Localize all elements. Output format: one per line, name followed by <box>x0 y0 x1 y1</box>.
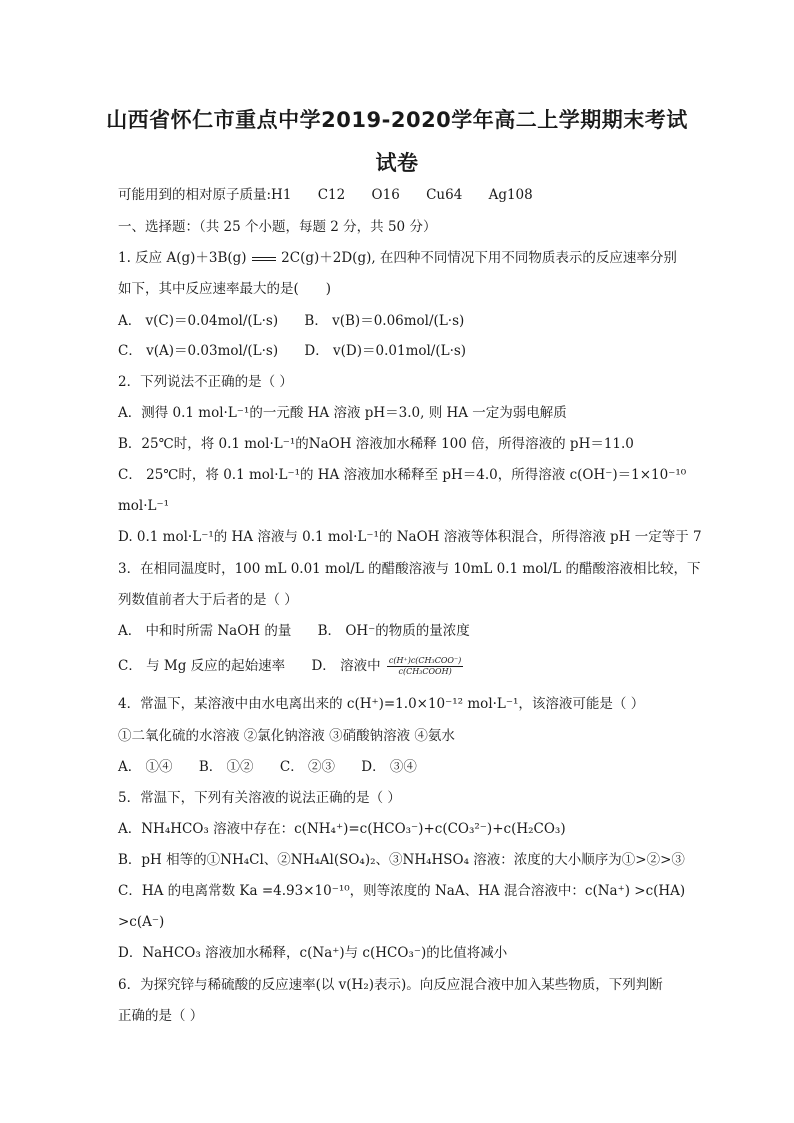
q3-options-cd <box>118 656 463 677</box>
q1-option-b: B． v(B)＝0.06mol/(L·s) <box>304 313 465 329</box>
q3-option-d-prefix: D． 溶液中 <box>311 658 381 674</box>
q4-stem: 4．常温下，某溶液中由水电离出来的 c(H⁺)=1.0×10⁻¹² mol·L⁻¹，该溶液可能是（ ） <box>118 696 645 712</box>
q2-option-a: A．测得 0.1 mol·L⁻¹的一元酸 HA 溶液 pH＝3.0, 则 HA 一定为弱电解质 <box>118 405 567 421</box>
q5-stem: 5．常温下，下列有关溶液的说法正确的是（ ） <box>118 790 401 806</box>
q4-option-a: A． ①④ <box>118 759 173 775</box>
q3-stem-line1: 3．在相同温度时，100 mL 0.01 mol/L 的醋酸溶液与 10mL 0.1 mol/L 的醋酸溶液相比较，下 <box>118 561 701 577</box>
q5-option-c-line2: >c(A⁻) <box>118 914 165 930</box>
q5-option-b: B．pH 相等的①NH₄Cl、②NH₄Al(SO₄)₂、③NH₄HSO₄ 溶液：浓度的大小顺序为①>②>③ <box>118 852 685 868</box>
q4-options <box>118 758 417 776</box>
exam-title-line2: 试卷 <box>375 151 419 175</box>
q3-options-ab <box>118 622 470 640</box>
q1-option-c: C． v(A)＝0.03mol/(L·s) <box>118 343 279 359</box>
q1-option-d: D． v(D)＝0.01mol/(L·s) <box>304 343 467 359</box>
q1-option-a: A． v(C)＝0.04mol/(L·s) <box>118 313 279 329</box>
q2-option-d: D. 0.1 mol·L⁻¹的 HA 溶液与 0.1 mol·L⁻¹的 NaOH 溶液等体积混合，所得溶液 pH 一定等于 7 <box>118 529 702 545</box>
exam-title-line1: 山西省怀仁市重点中学2019-2020学年高二上学期期末考试 <box>106 108 688 132</box>
atomic-mass-ag: Ag108 <box>488 187 533 203</box>
q2-stem: 2．下列说法不正确的是（ ） <box>118 374 293 390</box>
q6-stem-line2: 正确的是（ ） <box>118 1008 204 1024</box>
q5-option-c-line1: C．HA 的电离常数 Ka =4.93×10⁻¹⁰，则等浓度的 NaA、HA 混合溶液中：c(Na⁺) >c(HA) <box>118 883 686 899</box>
q1-options-cd <box>118 342 466 360</box>
atomic-mass-o: O16 <box>371 187 400 203</box>
q2-option-c-line2: mol·L⁻¹ <box>118 498 170 514</box>
q4-items: ①二氧化硫的水溶液 ②氯化钠溶液 ③硝酸钠溶液 ④氨水 <box>118 728 455 744</box>
section-heading: 一、选择题：（共 25 个小题，每题 2 分，共 50 分） <box>118 219 437 235</box>
q3-option-c: C． 与 Mg 反应的起始速率 <box>118 658 286 674</box>
q1-stem-part1: 1. 反应 A(g)＋3B(g) <box>118 250 247 266</box>
q4-option-b: B． ①② <box>198 759 254 775</box>
q5-option-d: D．NaHCO₃ 溶液加水稀释，c(Na⁺)与 c(HCO₃⁻)的比值将减小 <box>118 945 508 961</box>
q3-stem-line2: 列数值前者大于后者的是（ ） <box>118 592 298 608</box>
q1-stem-line1 <box>118 249 677 267</box>
q1-options-ab <box>118 312 464 330</box>
fraction-numerator: c(H⁺)c(CH₃COO⁻) <box>388 656 462 665</box>
equilibrium-arrow-icon <box>251 255 277 263</box>
q4-option-c: C． ②③ <box>279 759 335 775</box>
q5-option-a: A．NH₄HCO₃ 溶液中存在：c(NH₄⁺)=c(HCO₃⁻)+c(CO₃²⁻)+c(H₂CO₃) <box>118 821 566 837</box>
fraction-denominator: c(CH₃COOH) <box>398 667 452 676</box>
q2-option-c-line1: C． 25℃时，将 0.1 mol·L⁻¹的 HA 溶液加水稀释至 pH＝4.0，所得溶液 c(OH⁻)＝1×10⁻¹⁰ <box>118 467 687 483</box>
q1-stem-part2: 2C(g)＋2D(g), 在四种不同情况下用不同物质表示的反应速率分别 <box>281 250 677 266</box>
atomic-mass-cu: Cu64 <box>426 187 463 203</box>
q6-stem-line1: 6．为探究锌与稀硫酸的反应速率(以 v(H₂)表示)。向反应混合液中加入某些物质，下列判断 <box>118 977 663 993</box>
q3-option-b: B． OH⁻的物质的量浓度 <box>317 623 470 639</box>
concentration-ratio-fraction <box>387 656 463 677</box>
q2-option-b: B．25℃时，将 0.1 mol·L⁻¹的NaOH 溶液加水稀释 100 倍，所得溶液的 pH＝11.0 <box>118 436 634 452</box>
q4-option-d: D． ③④ <box>361 759 417 775</box>
atomic-mass-line <box>118 186 533 204</box>
atomic-mass-c: C12 <box>317 187 346 203</box>
atomic-mass-label: 可能用到的相对原子质量:H1 <box>118 187 292 203</box>
q3-option-a: A． 中和时所需 NaOH 的量 <box>118 623 292 639</box>
q1-stem-line2: 如下，其中反应速率最大的是( ) <box>118 281 332 297</box>
